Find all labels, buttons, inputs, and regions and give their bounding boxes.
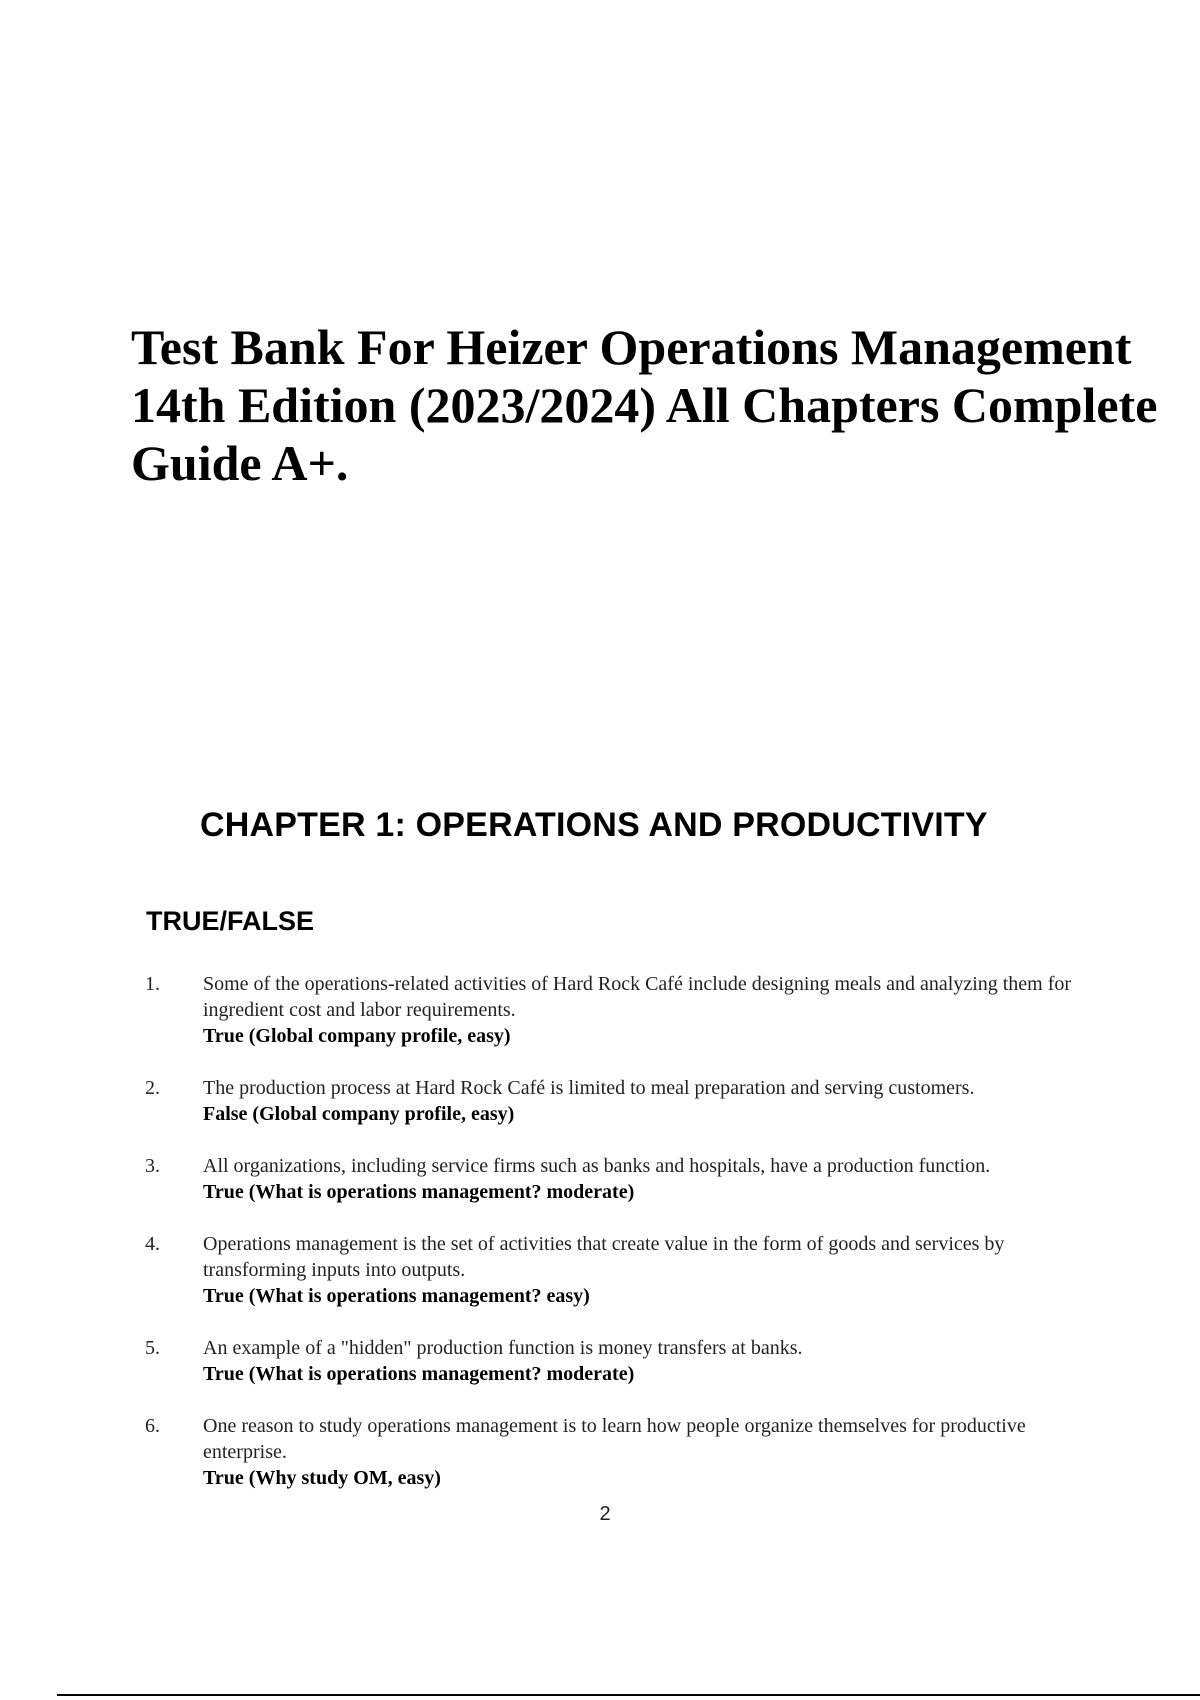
section-heading: TRUE/FALSE [146, 906, 315, 936]
question-answer: True (What is operations management? moderate) [203, 1363, 635, 1385]
question-number: 2. [145, 1077, 160, 1099]
question-text: An example of a "hidden" production function is money transfers at banks. [203, 1337, 803, 1359]
chapter-heading: CHAPTER 1: OPERATIONS AND PRODUCTIVITY [200, 806, 988, 844]
question-item [145, 971, 1105, 1049]
question-item [145, 1075, 1105, 1127]
page-bottom-rule [57, 1694, 1200, 1696]
question-number: 1. [145, 973, 160, 995]
question-text: Operations management is the set of activities that create value in the form of goods and services by transforming inputs into outputs. [203, 1233, 1005, 1281]
question-number: 4. [145, 1233, 160, 1255]
question-answer: False (Global company profile, easy) [203, 1103, 515, 1125]
question-item [145, 1231, 1105, 1309]
question-number: 5. [145, 1337, 160, 1359]
question-number: 6. [145, 1415, 160, 1437]
question-answer: True (What is operations management? easy) [203, 1285, 590, 1307]
document-title [131, 318, 1200, 492]
question-text: All organizations, including service firms such as banks and hospitals, have a production function. [203, 1155, 991, 1177]
document-title-line: Guide A+. [131, 435, 349, 491]
question-text: Some of the operations-related activities of Hard Rock Café include designing meals and analyzing them for ingredient cost and labor requirements. [203, 973, 1072, 1021]
question-text: The production process at Hard Rock Café is limited to meal preparation and serving customers. [203, 1077, 975, 1099]
question-answer: True (Why study OM, easy) [203, 1467, 441, 1489]
question-list [145, 971, 1105, 1517]
document-title-line: Test Bank For Heizer Operations Management [131, 319, 1132, 375]
question-number: 3. [145, 1155, 160, 1177]
document-title-line: 14th Edition (2023/2024) All Chapters Complete [131, 377, 1158, 433]
question-answer: True (Global company profile, easy) [203, 1025, 511, 1047]
question-item [145, 1335, 1105, 1387]
question-answer: True (What is operations management? moderate) [203, 1181, 635, 1203]
question-item [145, 1153, 1105, 1205]
question-item [145, 1413, 1105, 1491]
page-number: 2 [599, 1503, 611, 1525]
question-text: One reason to study operations management is to learn how people organize themselves for productive enterprise. [203, 1415, 1026, 1463]
